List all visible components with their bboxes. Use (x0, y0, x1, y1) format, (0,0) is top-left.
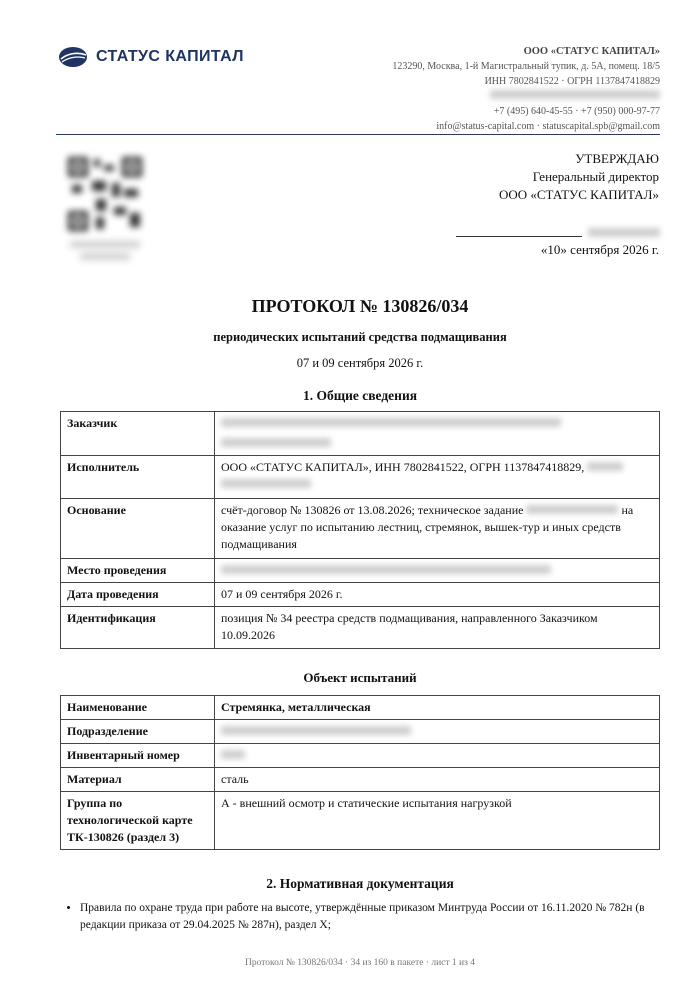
row-value: ООО «СТАТУС КАПИТАЛ», ИНН 7802841522, ОГРН 1137847418829, (215, 456, 660, 499)
protocol-title: ПРОТОКОЛ № 130826/034 (251, 296, 469, 316)
row-label: Основание (61, 499, 215, 559)
row-value-redacted (215, 720, 660, 744)
row-label: Материал (61, 768, 215, 792)
company-details (392, 44, 660, 134)
table-row (61, 792, 660, 850)
table-row (61, 744, 660, 768)
protocol-subtitle: периодических испытаний средства подмащивания (213, 330, 507, 344)
table-row (61, 559, 660, 583)
company-phones: +7 (495) 640-45-55 · +7 (950) 000-97-77 (493, 106, 660, 117)
row-label: Инвентарный номер (61, 744, 215, 768)
row-label: Заказчик (61, 412, 215, 456)
row-label: Наименование (61, 696, 215, 720)
row-value-redacted (215, 744, 660, 768)
redacted-line (392, 89, 660, 104)
table-row (61, 696, 660, 720)
row-label: Идентификация (61, 607, 215, 649)
row-label: Место проведения (61, 559, 215, 583)
table-row (61, 456, 660, 499)
company-emails: info@status-capital.com · statuscapital.spb@gmail.com (436, 121, 660, 132)
row-label: Группа по технологической карте ТК-130826 (раздел 3) (61, 792, 215, 850)
general-info-table (60, 411, 660, 649)
section-1-heading: 1. Общие сведения (302, 388, 418, 403)
row-label: Дата проведения (61, 583, 215, 607)
company-ids: ИНН 7802841522 · ОГРН 1137847418829 (484, 76, 660, 87)
page-footer: Протокол № 130826/034 · 34 из 160 в пакете · лист 1 из 4 (244, 958, 476, 968)
section-2-heading: 2. Нормативная документация (266, 876, 454, 891)
test-object-table (60, 695, 660, 850)
company-logo (58, 46, 244, 68)
row-value: сталь (215, 768, 660, 792)
approval-block (499, 150, 659, 204)
table-row (61, 499, 660, 559)
approval-position: Генеральный директор (532, 169, 659, 184)
object-heading: Объект испытаний (303, 670, 417, 685)
logo-swoosh-icon (58, 46, 88, 68)
protocol-dates: 07 и 09 сентября 2026 г. (296, 356, 424, 370)
logo-text: СТАТУС КАПИТАЛ (96, 48, 244, 65)
header-divider (56, 134, 660, 135)
row-value-redacted (215, 412, 660, 456)
approval-company: ООО «СТАТУС КАПИТАЛ» (498, 187, 659, 202)
row-value: 07 и 09 сентября 2026 г. (215, 583, 660, 607)
qr-code (66, 155, 144, 233)
table-row (61, 583, 660, 607)
table-row (61, 607, 660, 649)
list-item: • Правила по охране труда при работе на высоте, утверждённые приказом Минтруда России от 16.11.2020 № 782н (в редакции приказа от 29.04.2025 № 287н), раздел X; (80, 900, 658, 934)
table-row (61, 768, 660, 792)
row-value: Стремянка, металлическая (215, 696, 660, 720)
signatory-redacted (588, 224, 660, 234)
table-row (61, 720, 660, 744)
company-name: ООО «СТАТУС КАПИТАЛ» (523, 46, 660, 57)
normative-docs-list (62, 900, 658, 934)
row-label: Подразделение (61, 720, 215, 744)
approval-date: «10» сентября 2026 г. (540, 242, 659, 257)
row-label: Исполнитель (61, 456, 215, 499)
table-row (61, 412, 660, 456)
qr-caption-redacted (60, 240, 150, 264)
row-value: счёт-договор № 130826 от 13.08.2026; техническое задание на оказание услуг по испытанию лестниц, стремянок, вышек-тур и иных средств подмащивания (215, 499, 660, 559)
row-value: позиция № 34 реестра средств подмащивания, направленного Заказчиком 10.09.2026 (215, 607, 660, 649)
signature-line (456, 236, 582, 237)
row-value-redacted (215, 559, 660, 583)
approval-stamp: УТВЕРЖДАЮ (575, 151, 659, 166)
row-value: А - внешний осмотр и статические испытания нагрузкой (215, 792, 660, 850)
company-address: 123290, Москва, 1-й Магистральный тупик, д. 5А, помещ. 18/5 (392, 61, 660, 72)
